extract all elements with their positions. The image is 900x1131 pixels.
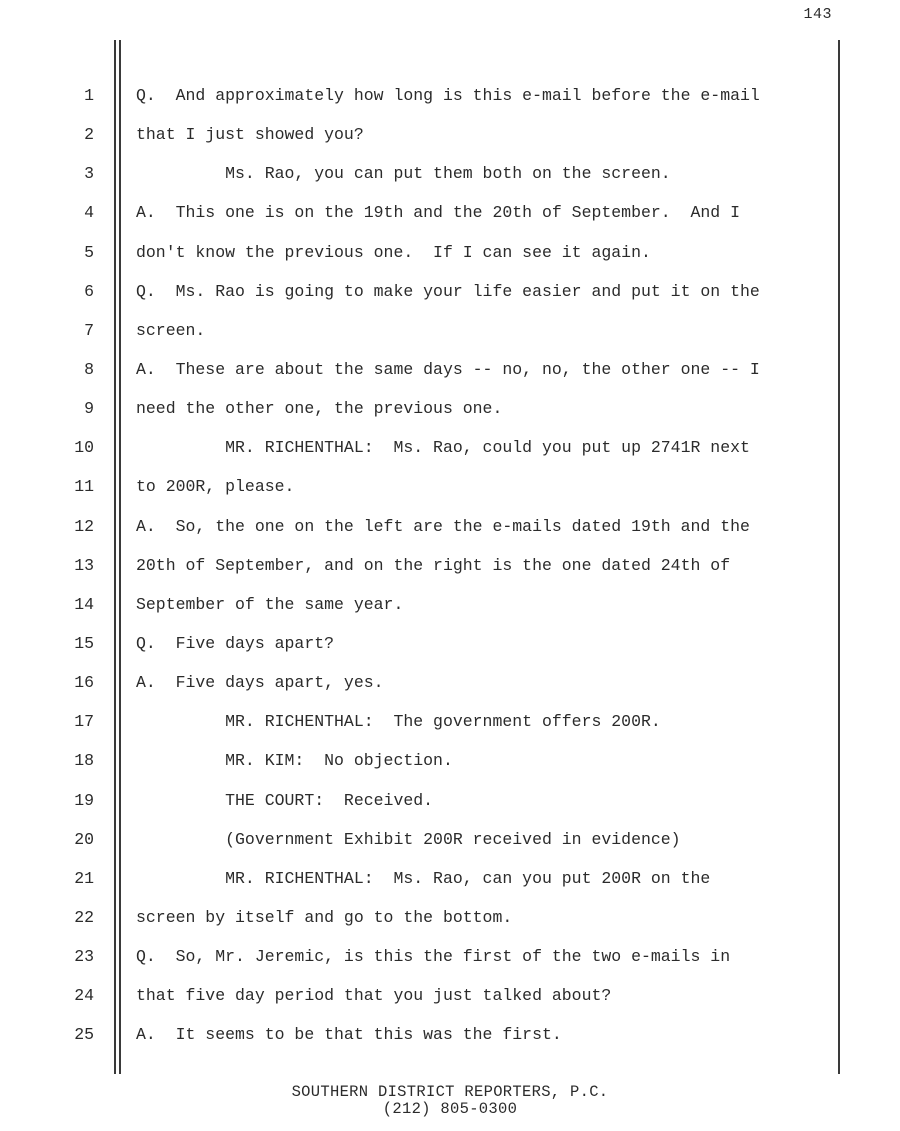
- line-text: screen by itself and go to the bottom.: [136, 907, 513, 927]
- line-text: (Government Exhibit 200R received in evidence): [136, 829, 681, 849]
- line-number: 16: [74, 673, 94, 693]
- line-text: don't know the previous one. If I can see it again.: [136, 242, 651, 262]
- line-text: MR. RICHENTHAL: Ms. Rao, can you put 200R on the: [136, 868, 711, 888]
- line-number: 6: [84, 281, 94, 301]
- transcript-line: [0, 115, 900, 154]
- transcript-line: [0, 585, 900, 624]
- line-number: 2: [84, 125, 94, 145]
- line-text: MR. RICHENTHAL: The government offers 200R.: [136, 712, 661, 732]
- line-number: 18: [74, 751, 94, 771]
- transcript-line: [0, 937, 900, 976]
- line-text: that I just showed you?: [136, 125, 364, 145]
- line-number: 1: [84, 86, 94, 105]
- line-text: A. This one is on the 19th and the 20th of September. And I: [136, 203, 740, 223]
- line-number: 5: [84, 242, 94, 262]
- transcript-line: [0, 781, 900, 820]
- transcript-line: [0, 702, 900, 741]
- transcript-line: [0, 389, 900, 428]
- line-number: 22: [74, 907, 94, 927]
- line-text: that five day period that you just talked about?: [136, 986, 612, 1006]
- transcript-line: [0, 820, 900, 859]
- line-number: 17: [74, 712, 94, 732]
- footer-company: SOUTHERN DISTRICT REPORTERS, P.C.: [291, 1083, 609, 1101]
- line-number: 24: [74, 986, 94, 1006]
- transcript-line: [0, 624, 900, 663]
- line-number: 23: [74, 947, 94, 967]
- line-text: Q. And approximately how long is this e-mail before the e-mail: [136, 86, 760, 105]
- line-text: THE COURT: Received.: [136, 790, 434, 810]
- line-text: Ms. Rao, you can put them both on the screen.: [136, 164, 671, 184]
- line-number: 25: [74, 1025, 94, 1045]
- line-text: A. So, the one on the left are the e-mails dated 19th and the: [136, 516, 750, 536]
- line-number: 13: [74, 555, 94, 575]
- transcript-line: [0, 507, 900, 546]
- page-number: 143: [803, 6, 832, 23]
- transcript-line: [0, 272, 900, 311]
- transcript-line: [0, 154, 900, 193]
- line-number: 15: [74, 633, 94, 653]
- line-number: 12: [74, 516, 94, 536]
- transcript-line: [0, 546, 900, 585]
- line-text: need the other one, the previous one.: [136, 399, 503, 419]
- line-text: Q. So, Mr. Jeremic, is this the first of the two e-mails in: [136, 947, 731, 967]
- line-text: September of the same year.: [136, 594, 404, 614]
- line-number: 4: [84, 203, 94, 223]
- line-number: 7: [84, 320, 94, 340]
- line-number: 11: [74, 477, 94, 497]
- line-number: 20: [74, 829, 94, 849]
- transcript-line: [0, 898, 900, 937]
- line-text: A. Five days apart, yes.: [136, 673, 384, 693]
- transcript-line: [0, 428, 900, 467]
- transcript-line: [0, 859, 900, 898]
- transcript-line: [0, 311, 900, 350]
- transcript-line: [0, 976, 900, 1015]
- line-number: 10: [74, 438, 94, 458]
- line-text: to 200R, please.: [136, 477, 295, 497]
- page-footer: [0, 1084, 900, 1118]
- transcript-line: [0, 741, 900, 780]
- line-number: 14: [74, 594, 94, 614]
- line-text: A. It seems to be that this was the first.: [136, 1025, 562, 1045]
- line-number: 9: [84, 399, 94, 419]
- transcript-lines: [0, 76, 900, 1055]
- line-text: screen.: [136, 320, 206, 340]
- transcript-line: [0, 1015, 900, 1054]
- line-number: 8: [84, 359, 94, 379]
- transcript-line: [0, 467, 900, 506]
- line-number: 3: [84, 164, 94, 184]
- line-number: 19: [74, 790, 94, 810]
- line-text: MR. KIM: No objection.: [136, 751, 453, 771]
- line-text: Q. Ms. Rao is going to make your life easier and put it on the: [136, 281, 760, 301]
- line-text: 20th of September, and on the right is the one dated 24th of: [136, 555, 731, 575]
- line-text: Q. Five days apart?: [136, 633, 335, 653]
- line-text: MR. RICHENTHAL: Ms. Rao, could you put up 2741R next: [136, 438, 750, 458]
- line-number: 21: [74, 868, 94, 888]
- transcript-line: [0, 233, 900, 272]
- line-text: A. These are about the same days -- no, no, the other one -- I: [136, 359, 760, 379]
- transcript-line: [0, 76, 900, 115]
- transcript-line: [0, 350, 900, 389]
- transcript-line: [0, 663, 900, 702]
- footer-phone: (212) 805-0300: [382, 1100, 518, 1118]
- transcript-line: [0, 193, 900, 232]
